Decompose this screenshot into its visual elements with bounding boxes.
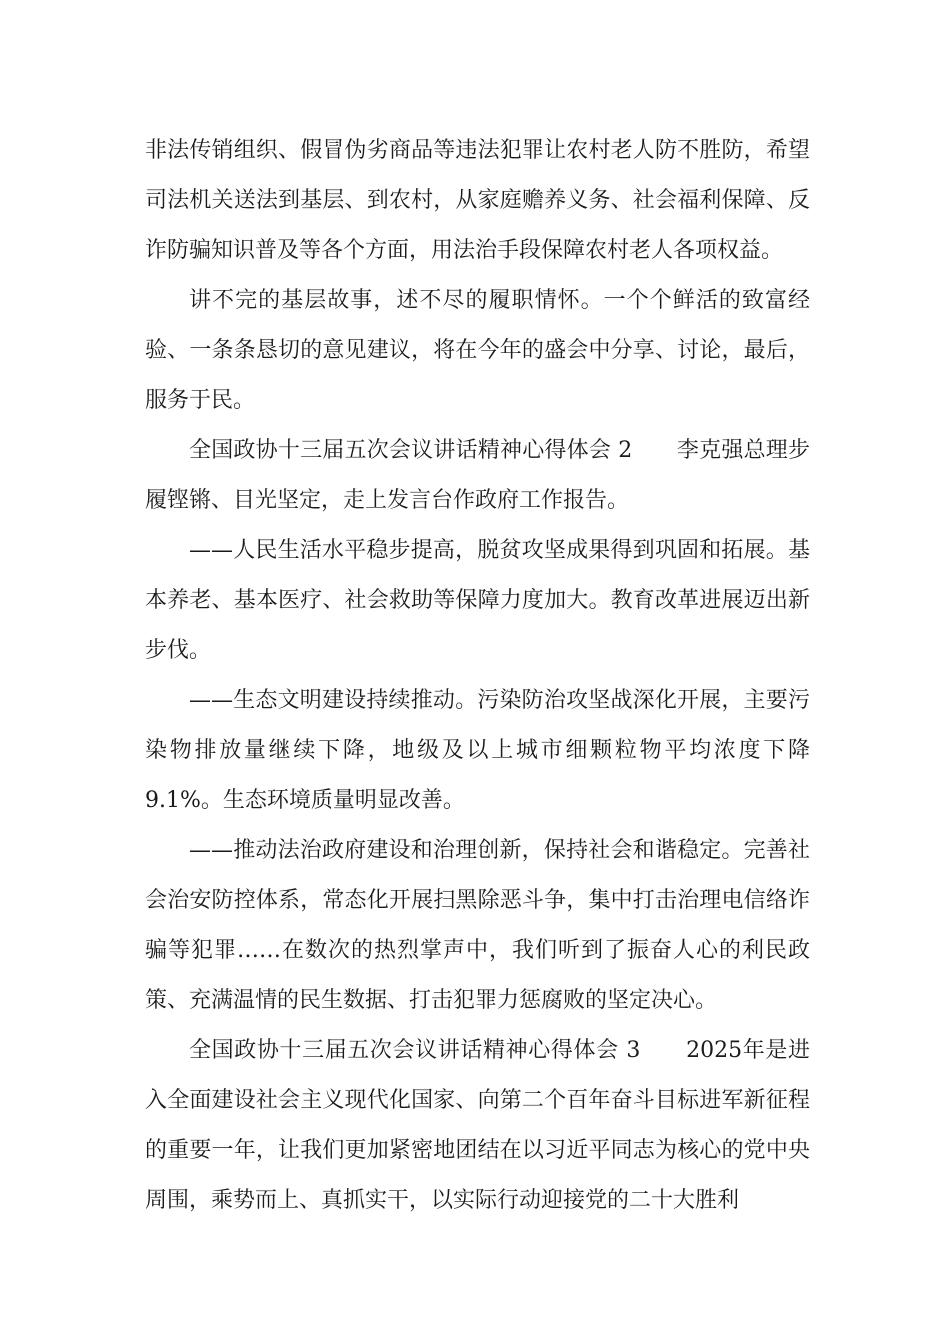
document-body [145,126,810,1226]
paragraph-7: 全国政协十三届五次会议讲话精神心得体会 3 2025年是进入全面建设社会主义现代化国家、向第二个百年奋斗目标进军新征程的重要一年，让我们更加紧密地团结在以习近平同志为核心的党中央周围，乘势而上、真抓实干，以实际行动迎接党的二十大胜利 [145,1038,810,1213]
paragraph-3: 全国政协十三届五次会议讲话精神心得体会 2 李克强总理步履铿锵、目光坚定，走上发言台作政府工作报告。 [145,438,810,513]
paragraph-6: ——推动法治政府建设和治理创新，保持社会和谐稳定。完善社会治安防控体系，常态化开展扫黑除恶斗争，集中打击治理电信络诈骗等犯罪……在数次的热烈掌声中，我们听到了振奋人心的利民政策、充满温情的民生数据、打击犯罪力惩腐败的坚定决心。 [145,838,810,1013]
paragraph-4: ——人民生活水平稳步提高，脱贫攻坚成果得到巩固和拓展。基本养老、基本医疗、社会救助等保障力度加大。教育改革进展迈出新步伐。 [145,538,810,663]
paragraph-5: ——生态文明建设持续推动。污染防治攻坚战深化开展，主要污染物排放量继续下降，地级及以上城市细颗粒物平均浓度下降9.1%。生态环境质量明显改善。 [145,688,810,813]
paragraph-1: 非法传销组织、假冒伪劣商品等违法犯罪让农村老人防不胜防，希望司法机关送法到基层、到农村，从家庭赡养义务、社会福利保障、反诈防骗知识普及等各个方面，用法治手段保障农村老人各项权益。 [145,138,810,263]
paragraph-2: 讲不完的基层故事，述不尽的履职情怀。一个个鲜活的致富经验、一条条恳切的意见建议，将在今年的盛会中分享、讨论，最后，服务于民。 [145,288,810,413]
